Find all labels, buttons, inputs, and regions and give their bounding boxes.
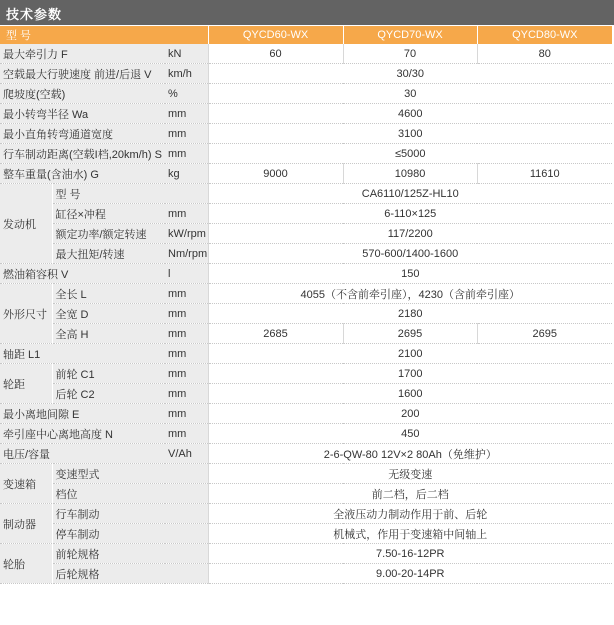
row-label: 前轮 C1 [52, 364, 165, 384]
row-value: 2685 [208, 324, 343, 344]
row-value: 1600 [208, 384, 612, 404]
row-unit: mm [165, 284, 208, 304]
row-label: 变速型式 [52, 464, 208, 484]
row-value: 450 [208, 424, 612, 444]
row-unit: mm [165, 204, 208, 224]
row-value: 150 [208, 264, 612, 284]
row-value: 570-600/1400-1600 [208, 244, 612, 264]
row-label: 最小直角转弯通道宽度 [0, 124, 165, 144]
table-row [0, 384, 612, 404]
row-label: 电压/容量 [0, 444, 165, 464]
row-label: 最小转弯半径 Wa [0, 104, 165, 124]
row-unit: mm [165, 424, 208, 444]
row-value: 6-110×125 [208, 204, 612, 224]
row-unit: mm [165, 124, 208, 144]
row-value: 200 [208, 404, 612, 424]
table-row [0, 464, 612, 484]
table-row [0, 144, 612, 164]
table-row [0, 224, 612, 244]
group-label: 外形尺寸 [0, 284, 52, 344]
spec-table [0, 26, 612, 584]
row-value: 3100 [208, 124, 612, 144]
row-value: 2100 [208, 344, 612, 364]
row-unit: mm [165, 324, 208, 344]
row-label: 档位 [52, 484, 208, 504]
table-row [0, 344, 612, 364]
row-value: 80 [477, 44, 612, 64]
row-label: 停车制动 [52, 524, 208, 544]
row-value: CA6110/125Z-HL10 [208, 184, 612, 204]
row-value: 30/30 [208, 64, 612, 84]
row-unit: l [165, 264, 208, 284]
row-value: 无级变速 [208, 464, 612, 484]
row-label: 牵引座中心离地高度 N [0, 424, 165, 444]
row-unit [165, 184, 208, 204]
table-row [0, 304, 612, 324]
row-unit: kN [165, 44, 208, 64]
table-row [0, 124, 612, 144]
table-row [0, 44, 612, 64]
group-label: 轮胎 [0, 544, 52, 584]
row-unit: mm [165, 384, 208, 404]
group-label: 轮距 [0, 364, 52, 404]
header-model-3: QYCD80-WX [477, 26, 612, 44]
table-row [0, 444, 612, 464]
row-unit: kg [165, 164, 208, 184]
row-value: 2695 [343, 324, 477, 344]
group-label: 发动机 [0, 184, 52, 264]
row-unit: mm [165, 104, 208, 124]
row-value: 2-6-QW-80 12V×2 80Ah（免维护） [208, 444, 612, 464]
row-label: 后轮规格 [52, 564, 208, 584]
row-label: 额定功率/额定转速 [52, 224, 165, 244]
table-row [0, 284, 612, 304]
row-value: 2180 [208, 304, 612, 324]
row-label: 全高 H [52, 324, 165, 344]
row-label: 行车制动 [52, 504, 208, 524]
row-value: 117/2200 [208, 224, 612, 244]
row-unit: mm [165, 364, 208, 384]
row-unit: mm [165, 404, 208, 424]
row-value: 4600 [208, 104, 612, 124]
row-label: 最大牵引力 F [0, 44, 165, 64]
row-label: 后轮 C2 [52, 384, 165, 404]
row-label: 最小离地间隙 E [0, 404, 165, 424]
table-row [0, 164, 612, 184]
row-value: 前二档，后二档 [208, 484, 612, 504]
table-row [0, 484, 612, 504]
table-row [0, 324, 612, 344]
row-label: 前轮规格 [52, 544, 208, 564]
row-unit: mm [165, 304, 208, 324]
row-value: ≤5000 [208, 144, 612, 164]
row-value: 1700 [208, 364, 612, 384]
row-label: 空载最大行驶速度 前进/后退 V [0, 64, 165, 84]
table-row [0, 564, 612, 584]
row-unit: Nm/rpm [165, 244, 208, 264]
row-value: 全液压动力制动作用于前、后轮 [208, 504, 612, 524]
row-label: 轴距 L1 [0, 344, 165, 364]
row-unit: % [165, 84, 208, 104]
table-row [0, 544, 612, 564]
row-value: 10980 [343, 164, 477, 184]
table-row [0, 104, 612, 124]
row-value: 60 [208, 44, 343, 64]
row-label: 整车重量(含油水) G [0, 164, 165, 184]
row-unit: mm [165, 144, 208, 164]
table-row [0, 84, 612, 104]
table-row [0, 364, 612, 384]
row-unit: V/Ah [165, 444, 208, 464]
row-value: 2695 [477, 324, 612, 344]
table-row [0, 204, 612, 224]
table-row [0, 404, 612, 424]
table-row [0, 424, 612, 444]
table-header-row [0, 26, 612, 44]
table-row [0, 264, 612, 284]
header-model-label: 型 号 [0, 26, 208, 44]
row-label: 爬坡度(空载) [0, 84, 165, 104]
page-title: 技术参数 [6, 7, 63, 22]
table-row [0, 524, 612, 544]
row-label: 最大扭矩/转速 [52, 244, 165, 264]
row-label: 型 号 [52, 184, 165, 204]
row-value: 4055（不含前牵引座），4230（含前牵引座） [208, 284, 612, 304]
row-unit: km/h [165, 64, 208, 84]
row-value: 机械式，作用于变速箱中间轴上 [208, 524, 612, 544]
row-value: 11610 [477, 164, 612, 184]
table-row [0, 184, 612, 204]
table-row [0, 64, 612, 84]
row-value: 9.00-20-14PR [208, 564, 612, 584]
row-label: 全宽 D [52, 304, 165, 324]
group-label: 制动器 [0, 504, 52, 544]
row-label: 行车制动距离(空载I档,20km/h) S [0, 144, 165, 164]
table-row [0, 504, 612, 524]
row-value: 70 [343, 44, 477, 64]
header-model-2: QYCD70-WX [343, 26, 477, 44]
row-value: 30 [208, 84, 612, 104]
row-unit: kW/rpm [165, 224, 208, 244]
row-unit: mm [165, 344, 208, 364]
table-row [0, 244, 612, 264]
title-bar [0, 0, 614, 25]
header-model-1: QYCD60-WX [208, 26, 343, 44]
row-label: 燃油箱容积 V [0, 264, 165, 284]
row-value: 7.50-16-12PR [208, 544, 612, 564]
row-value: 9000 [208, 164, 343, 184]
group-label: 变速箱 [0, 464, 52, 504]
row-label: 全长 L [52, 284, 165, 304]
row-label: 缸径×冲程 [52, 204, 165, 224]
